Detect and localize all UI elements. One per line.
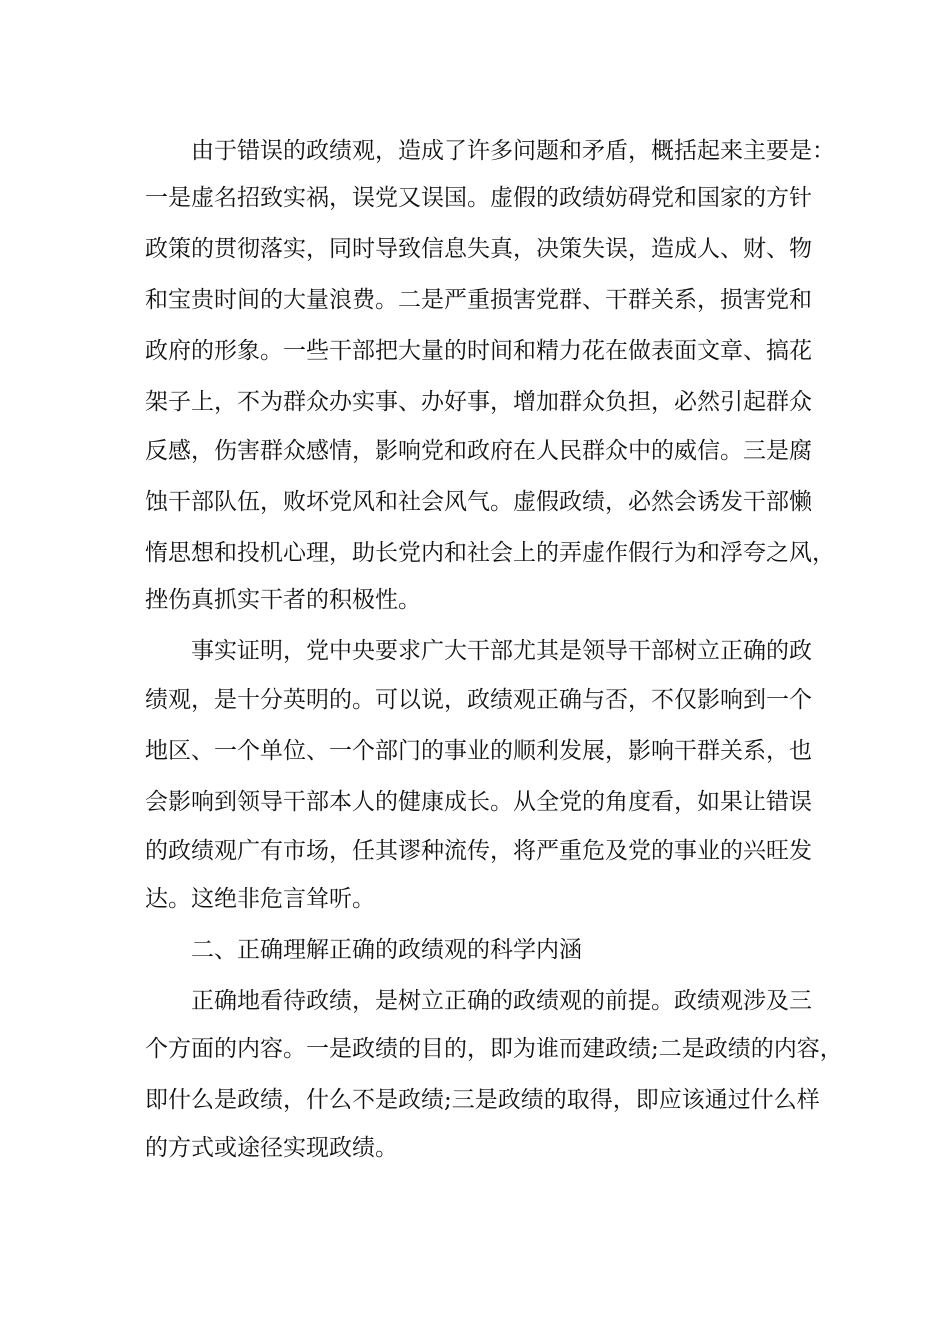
text-line-8: 蚀干部队伍，败坏党风和社会风气。虚假政绩，必然会诱发干部懒 <box>145 489 812 515</box>
text-line-3: 政策的贯彻落实，同时导致信息失真，决策失误，造成人、财、物 <box>145 236 812 262</box>
text-line-20: 即什么是政绩，什么不是政绩;三是政绩的取得，即应该通过什么样 <box>145 1087 820 1113</box>
text-line-9: 惰思想和投机心理，助长党内和社会上的弄虚作假行为和浮夸之风， <box>145 540 835 566</box>
text-line-14: 会影响到领导干部本人的健康成长。从全党的角度看，如果让错误 <box>145 789 812 815</box>
text-line-4: 和宝贵时间的大量浪费。二是严重损害党群、干群关系，损害党和 <box>145 287 812 313</box>
text-line-18: 正确地看待政绩，是树立正确的政绩观的前提。政绩观涉及三 <box>191 988 812 1014</box>
text-line-10: 挫伤真抓实干者的积极性。 <box>145 587 421 613</box>
text-line-2: 一是虚名招致实祸，误党又误国。虚假的政绩妨碍党和国家的方针 <box>145 185 812 211</box>
text-line-7: 反感，伤害群众感情，影响党和政府在人民群众中的威信。三是腐 <box>145 438 812 464</box>
text-line-12: 绩观，是十分英明的。可以说，政绩观正确与否，不仅影响到一个 <box>145 687 812 713</box>
section-heading: 二、正确理解正确的政绩观的科学内涵 <box>191 937 582 963</box>
text-line-5: 政府的形象。一些干部把大量的时间和精力花在做表面文章、搞花 <box>145 338 812 364</box>
text-line-11: 事实证明，党中央要求广大干部尤其是领导干部树立正确的政 <box>191 638 812 664</box>
text-line-21: 的方式或途径实现政绩。 <box>145 1135 398 1161</box>
text-line-6: 架子上，不为群众办实事、办好事，增加群众负担，必然引起群众 <box>145 389 812 415</box>
text-line-1: 由于错误的政绩观，造成了许多问题和矛盾，概括起来主要是： <box>191 138 835 164</box>
text-line-19: 个方面的内容。一是政绩的目的，即为谁而建政绩;二是政绩的内容， <box>145 1036 843 1062</box>
text-line-15: 的政绩观广有市场，任其谬种流传，将严重危及党的事业的兴旺发 <box>145 838 812 864</box>
text-line-13: 地区、一个单位、一个部门的事业的顺利发展，影响干群关系，也 <box>145 738 812 764</box>
text-line-16: 达。这绝非危言耸听。 <box>145 886 375 912</box>
